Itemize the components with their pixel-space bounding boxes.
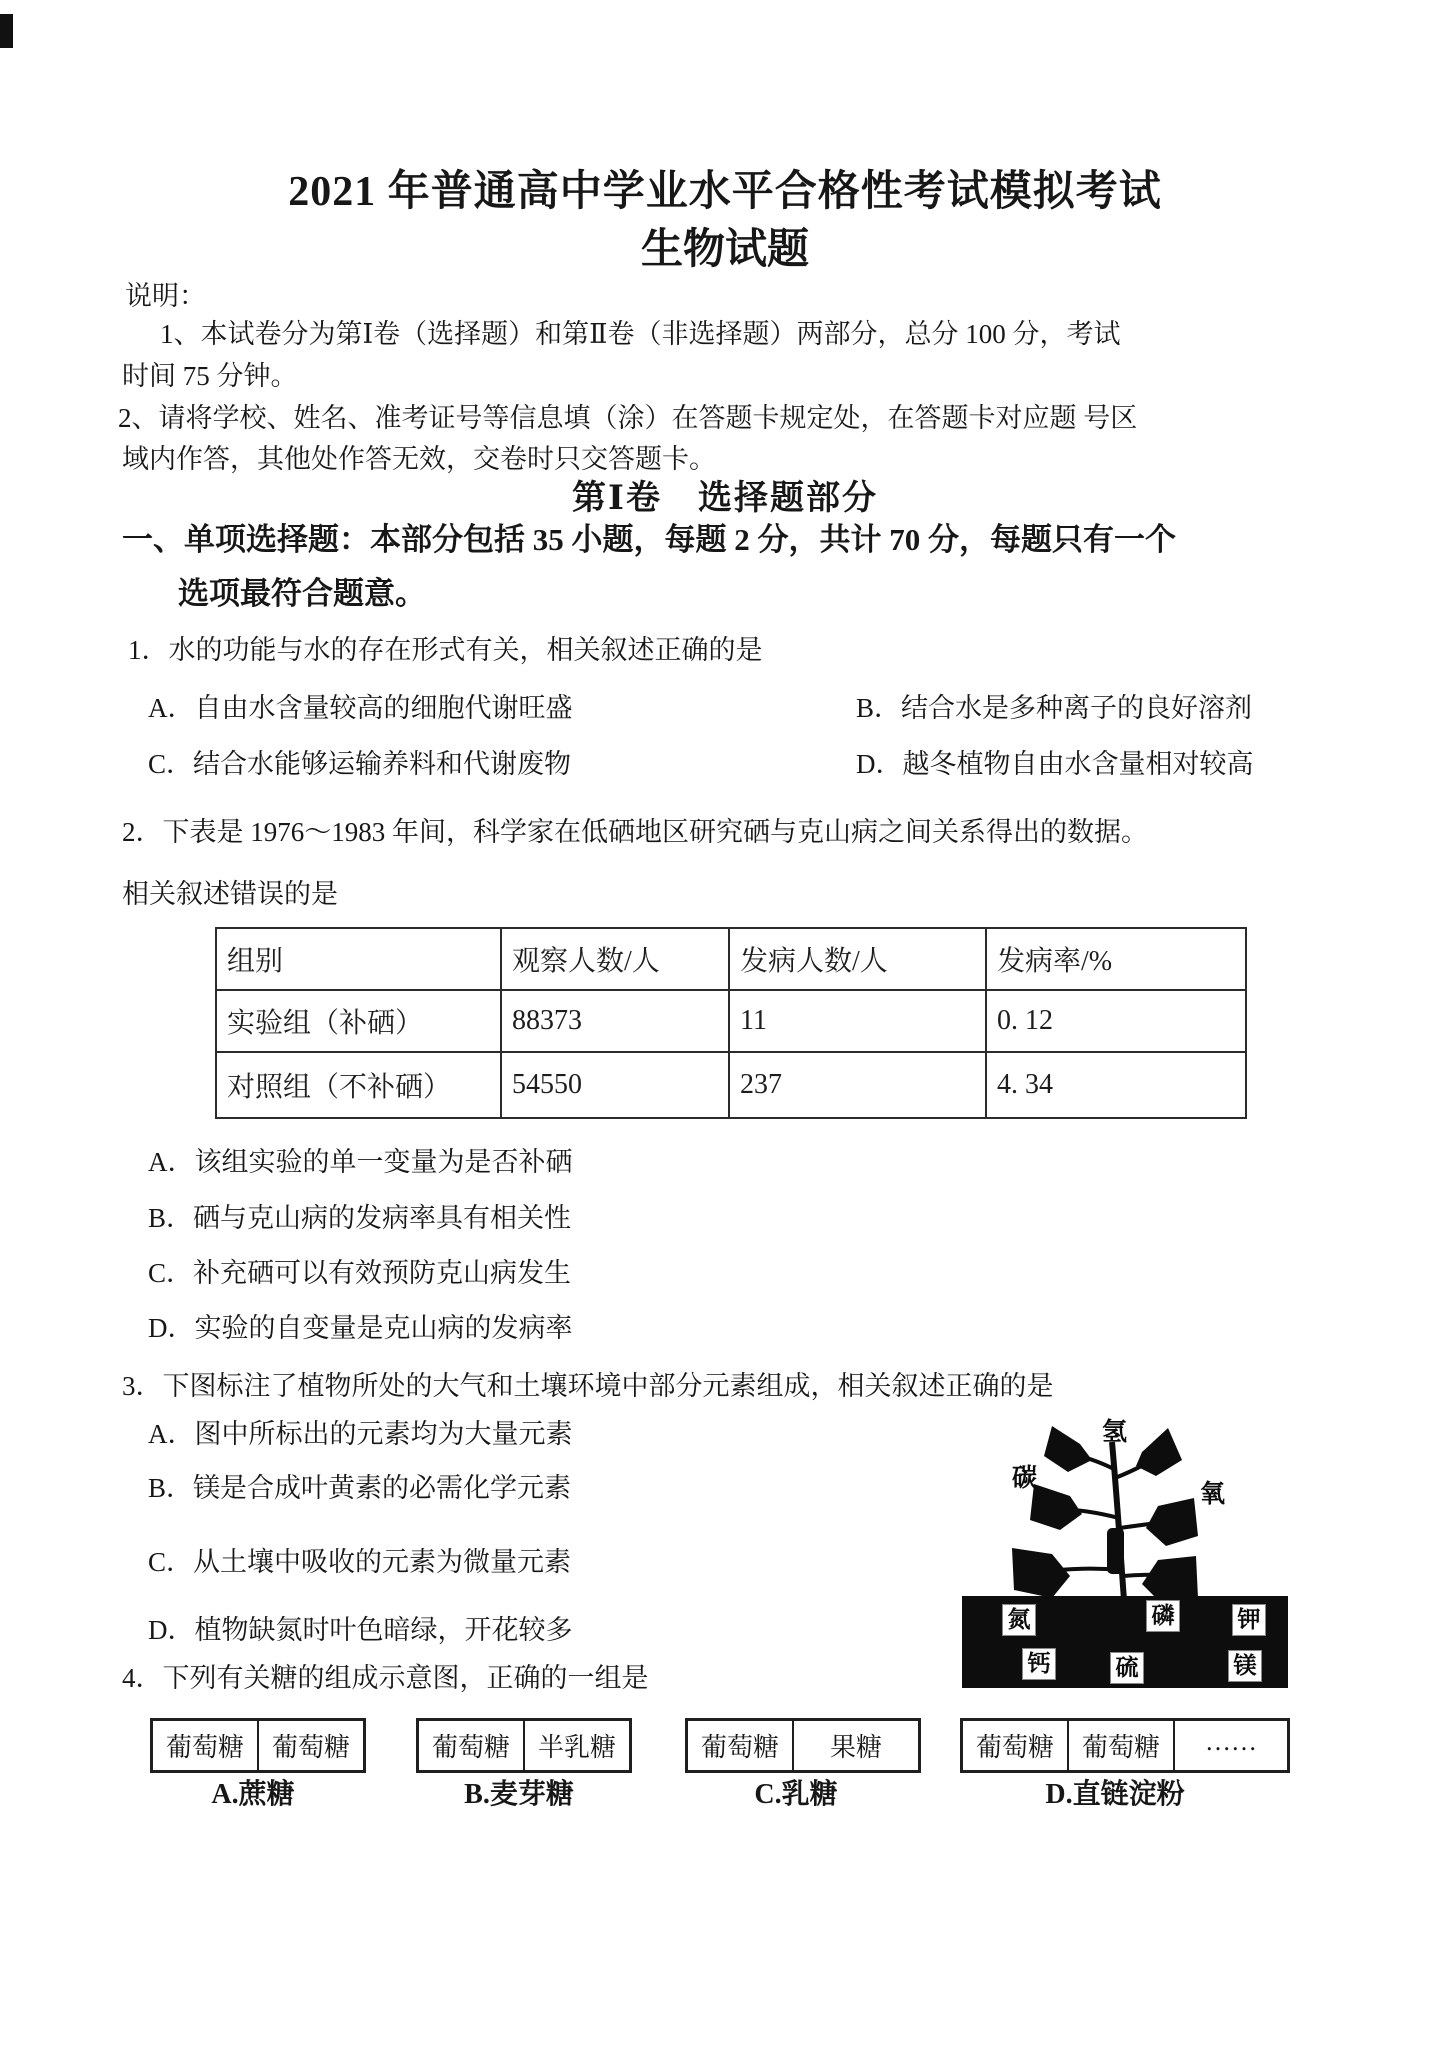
table-row-control <box>216 1052 1246 1118</box>
sugar-unit: 葡萄糖 <box>1067 1721 1173 1770</box>
sugar-diagram-b <box>416 1718 632 1773</box>
cell-observed: 54550 <box>501 1052 729 1118</box>
scan-artifact <box>0 14 13 48</box>
table-header-group: 组别 <box>216 928 501 990</box>
soil-label-phosphorus: 磷 <box>1146 1600 1180 1632</box>
section-description-line-2: 选项最符合题意。 <box>178 576 426 611</box>
cell-observed: 88373 <box>501 990 729 1052</box>
instruction-2-line-1: 2、请将学校、姓名、准考证号等信息填（涂）在答题卡规定处，在答题卡对应题 号区 <box>118 403 1138 433</box>
instruction-1-line-1: 1、本试卷分为第Ⅰ卷（选择题）和第Ⅱ卷（非选择题）两部分，总分 100 分，考试 <box>160 319 1121 349</box>
question-2-stem-line-2: 相关叙述错误的是 <box>122 879 338 909</box>
cell-group-name: 对照组（不补硒） <box>216 1052 501 1118</box>
sugar-unit: 葡萄糖 <box>975 1733 1054 1762</box>
table-header-rate: 发病率/% <box>986 928 1246 990</box>
element-label-oxygen: 氧 <box>1200 1481 1226 1508</box>
sugar-unit: 葡萄糖 <box>700 1733 779 1762</box>
question-3-option-a: A．图中所标出的元素均为大量元素 <box>148 1419 573 1449</box>
section-title: 第Ⅰ卷 选择题部分 <box>572 480 878 517</box>
question-1-stem: 1．水的功能与水的存在形式有关，相关叙述正确的是 <box>128 635 763 665</box>
question-3-option-c: C．从土壤中吸收的元素为微量元素 <box>148 1547 572 1577</box>
question-1-option-c: C．结合水能够运输养料和代谢废物 <box>148 749 572 779</box>
question-2-option-b: B．硒与克山病的发病率具有相关性 <box>148 1203 572 1233</box>
table-header-observed: 观察人数/人 <box>501 928 729 990</box>
question-1-option-a: A．自由水含量较高的细胞代谢旺盛 <box>148 693 573 723</box>
cell-cases: 11 <box>729 990 986 1052</box>
question-2-option-c: C．补充硒可以有效预防克山病发生 <box>148 1258 572 1288</box>
question-3-option-d: D．植物缺氮时叶色暗绿，开花较多 <box>148 1615 573 1645</box>
sugar-unit: 半乳糖 <box>523 1721 629 1770</box>
instructions-heading: 说明： <box>125 281 206 311</box>
question-4-stem: 4．下列有关糖的组成示意图，正确的一组是 <box>122 1663 649 1693</box>
sugar-unit-ellipsis: …… <box>1173 1721 1287 1770</box>
soil-label-sulfur: 硫 <box>1110 1652 1144 1684</box>
table-header-cases: 发病人数/人 <box>729 928 986 990</box>
cell-rate: 4. 34 <box>986 1052 1246 1118</box>
element-label-hydrogen: 氢 <box>1102 1419 1128 1446</box>
element-label-carbon: 碳 <box>1012 1465 1038 1492</box>
exam-title: 2021 年普通高中学业水平合格性考试模拟考试 <box>288 169 1162 215</box>
sugar-label-c: C.乳糖 <box>754 1779 838 1810</box>
question-2-stem-line-1: 2．下表是 1976～1983 年间，科学家在低硒地区研究硒与克山病之间关系得出的数据。 <box>122 817 1148 847</box>
cell-rate: 0. 12 <box>986 990 1246 1052</box>
soil-label-nitrogen: 氮 <box>1002 1604 1036 1636</box>
table-header-row <box>216 928 1246 990</box>
sugar-unit: 果糖 <box>792 1721 918 1770</box>
sugar-unit: 葡萄糖 <box>165 1733 244 1762</box>
question-3-option-b: B．镁是合成叶黄素的必需化学元素 <box>148 1473 572 1503</box>
sugar-label-a: A.蔗糖 <box>211 1779 295 1810</box>
instruction-2-line-2: 域内作答，其他处作答无效，交卷时只交答题卡。 <box>122 444 716 474</box>
table-row-experimental <box>216 990 1246 1052</box>
instruction-1-line-2: 时间 75 分钟。 <box>122 361 298 391</box>
question-1-option-b: B．结合水是多种离子的良好溶剂 <box>856 693 1253 723</box>
question-1-option-d: D．越冬植物自由水含量相对较高 <box>856 749 1254 779</box>
sugar-diagram-a <box>150 1718 366 1773</box>
sugar-unit: 葡萄糖 <box>431 1733 510 1762</box>
sugar-label-d: D.直链淀粉 <box>1045 1779 1185 1810</box>
plant-elements-diagram <box>950 1400 1300 1702</box>
section-description-line-1: 一、单项选择题：本部分包括 35 小题，每题 2 分，共计 70 分，每题只有一个 <box>122 522 1176 557</box>
cell-group-name: 实验组（补硒） <box>216 990 501 1052</box>
sugar-label-b: B.麦芽糖 <box>464 1779 574 1810</box>
selenium-data-table <box>215 927 1247 1119</box>
question-2-option-d: D．实验的自变量是克山病的发病率 <box>148 1313 573 1343</box>
soil-label-magnesium: 镁 <box>1228 1650 1262 1682</box>
exam-subject-title: 生物试题 <box>640 227 809 273</box>
soil-label-potassium: 钾 <box>1232 1604 1266 1636</box>
sugar-unit: 葡萄糖 <box>257 1721 363 1770</box>
sugar-diagram-d <box>960 1718 1290 1773</box>
question-3-stem: 3．下图标注了植物所处的大气和土壤环境中部分元素组成，相关叙述正确的是 <box>122 1371 1054 1401</box>
cell-cases: 237 <box>729 1052 986 1118</box>
soil-label-calcium: 钙 <box>1022 1648 1056 1680</box>
sugar-diagram-c <box>685 1718 921 1773</box>
question-2-option-a: A．该组实验的单一变量为是否补硒 <box>148 1147 573 1177</box>
